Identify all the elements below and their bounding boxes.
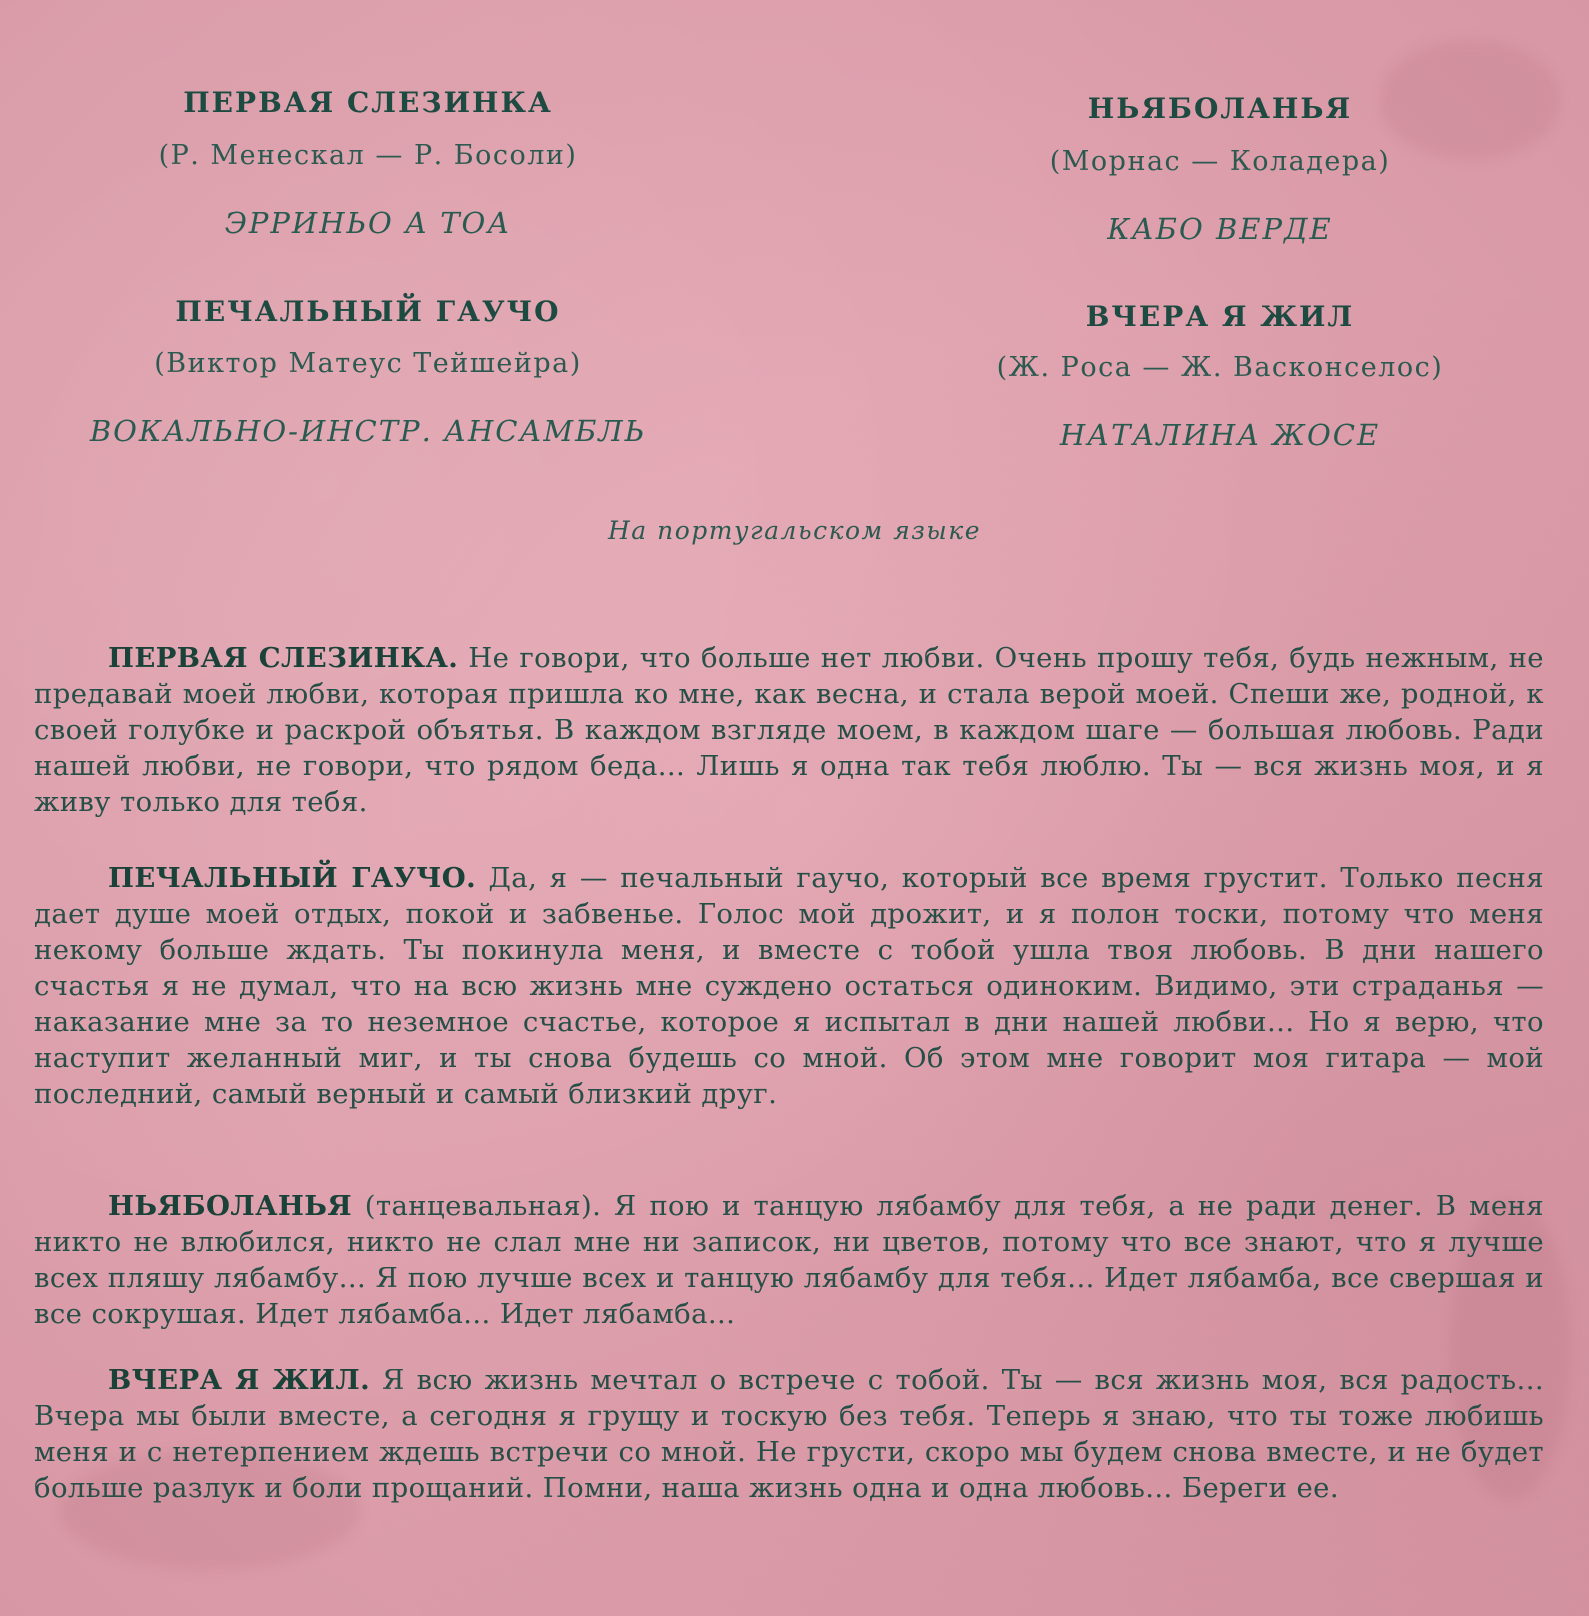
song-description (34, 1188, 1544, 1332)
track-authors: (Ж. Роса — Ж. Васконселос) (996, 352, 1444, 383)
track-authors: (Морнас — Коладера) (1049, 146, 1391, 177)
track-performer: КАБО ВЕРДЕ (1107, 212, 1333, 246)
description-title: ВЧЕРА Я ЖИЛ. (108, 1364, 371, 1396)
description-title: НЬЯБОЛАНЬЯ (108, 1190, 353, 1222)
track-title: НЬЯБОЛАНЬЯ (1087, 92, 1353, 125)
track-performer: ЭРРИНЬО А ТОА (224, 206, 512, 240)
song-description (34, 860, 1544, 1112)
track-performer: НАТАЛИНА ЖОСЕ (1059, 418, 1381, 452)
track-title: ВЧЕРА Я ЖИЛ (1085, 300, 1355, 333)
track-title: ПЕЧАЛЬНЫЙ ГАУЧО (175, 295, 561, 328)
description-title: ПЕРВАЯ СЛЕЗИНКА. (108, 642, 459, 674)
description-text: Я всю жизнь мечтал о встрече с тобой. Ты — вся жизнь моя, вся радость... Вчера мы были вместе, а сегодня я грущу и тоскую без тебя. Теперь я знаю, что ты тоже любишь меня и с нетерпением ждешь встречи со мной. Не грусти, скоро мы будем снова вместе, и не будет больше разлук и боли прощаний. Помни, наша жизнь одна и одна любовь... Береги ее. (34, 1364, 1544, 1504)
track-authors: (Виктор Матеус Тейшейра) (154, 348, 582, 379)
track-authors: (Р. Менескал — Р. Босоли) (158, 140, 578, 171)
song-description (34, 640, 1544, 820)
track-performer: ВОКАЛЬНО-ИНСТР. АНСАМБЛЬ (89, 414, 647, 448)
description-text: Да, я — печальный гаучо, который все время грустит. Только песня дает душе моей отдых, покой и забвенье. Голос мой дрожит, и я полон тоски, потому что меня некому больше ждать. Ты покинула меня, и вместе с тобой ушла твоя любовь. В дни нашего счастья я не думал, что на всю жизнь мне суждено остаться одиноким. Видимо, эти страданья — наказание мне за то неземное счастье, которое я испытал в дни нашей любви... Но я верю, что наступит желанный миг, и ты снова будешь со мной. Об этом мне говорит моя гитара — мой последний, самый верный и самый близкий друг. (34, 862, 1544, 1110)
song-description (34, 1362, 1544, 1506)
description-title: ПЕЧАЛЬНЫЙ ГАУЧО. (108, 862, 477, 894)
description-text: (танцевальная). Я пою и танцую лябамбу для тебя, а не ради денег. В меня никто не влюбился, никто не слал мне ни записок, ни цветов, потому что все знают, что я лучше всех пляшу лябамбу... Я пою лучше всех и танцую лябамбу для тебя... Идет лябамба, все свершая и все сокрушая. Идет лябамба... Идет лябамба... (34, 1190, 1544, 1330)
track-title: ПЕРВАЯ СЛЕЗИНКА (183, 86, 553, 119)
description-text: Не говори, что больше нет любви. Очень прошу тебя, будь нежным, не предавай моей любви, которая пришла ко мне, как весна, и стала верой моей. Спеши же, родной, к своей голубке и раскрой объятья. В каждом взгляде моем, в каждом шаге — большая любовь. Ради нашей любви, не говори, что рядом беда... Лишь я одна так тебя люблю. Ты — вся жизнь моя, и я живу только для тебя. (34, 642, 1544, 818)
language-note: На португальском языке (607, 516, 981, 545)
